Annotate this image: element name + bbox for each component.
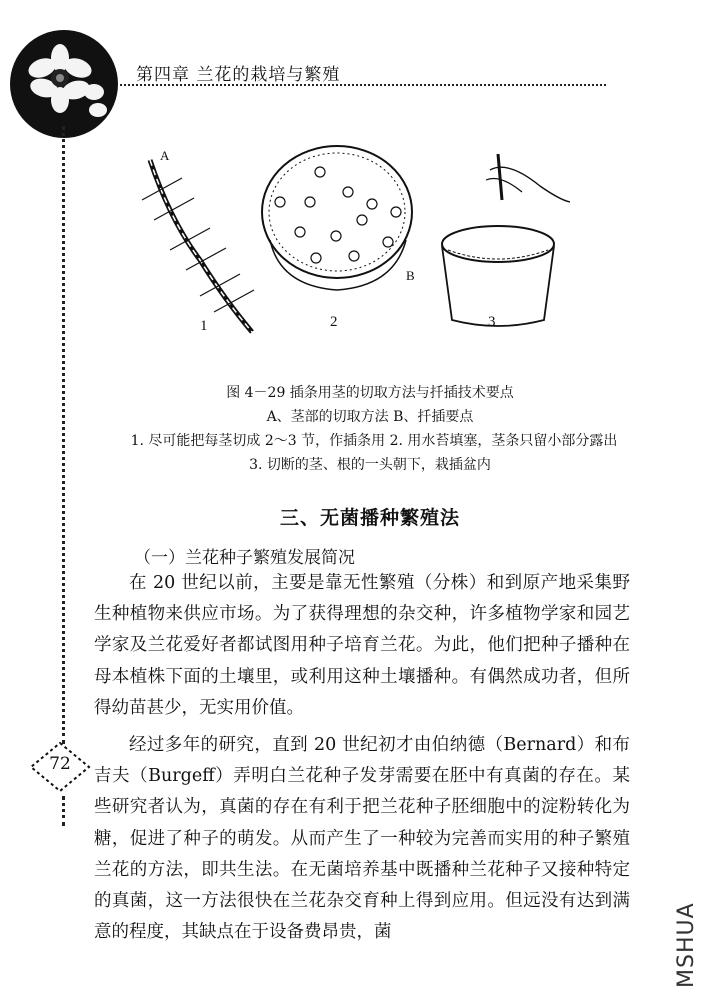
figure-caption-title: 图 4－29 插条用茎的切取方法与扦插技术要点	[226, 385, 514, 401]
stem-cutting-drawing	[142, 160, 254, 332]
flower-logo	[8, 28, 120, 140]
margin-dotted-rule-lower	[62, 796, 65, 826]
paragraph: 经过多年的研究，直到 20 世纪初才由伯纳德（Bernard）和布吉夫（Burgeff）弄明白兰花种子发芽需要在胚中有真菌的存在。某些研究者认为，真菌的存在有利于把兰花种子胚细胞中的淀粉转化为糖，促进了种子的萌发。从而产生了一种较为完善而实用的种子繁殖兰花的方法，即共生法。在无菌培养基中既播种兰花种子又接种特定的真菌，这一方法很快在兰花杂交育种上得到应用。但远没有达到满意的程度，其缺点在于设备费昂贵，菌	[94, 735, 630, 943]
watermark	[670, 878, 700, 988]
figure-number-1: 1	[200, 318, 208, 334]
figure-caption-step3: 3. 切断的茎、根的一头朝下，栽插盆内	[249, 457, 491, 473]
watermark-text: MSHUA	[674, 902, 699, 988]
subsection-heading: （一）兰花种子繁殖发展简况	[134, 548, 355, 568]
header-dotted-rule	[120, 84, 606, 86]
figure-illustration	[130, 140, 570, 360]
chapter-running-head: 第四章 兰花的栽培与繁殖	[136, 65, 341, 85]
figure-caption-steps: 1. 尽可能把每茎切成 2～3 节，作插条用 2. 用水苔填塞，茎条只留小部分露出	[130, 433, 618, 449]
figure-number-3: 3	[488, 314, 496, 330]
pot-top-view-drawing	[262, 146, 412, 290]
page-number: 72	[49, 754, 71, 774]
figure-label-b: B	[406, 268, 415, 283]
figure-label-a: A	[160, 148, 170, 163]
figure-caption-parts: A、茎部的切取方法 B、扦插要点	[266, 409, 474, 425]
pot-and-hand-drawing	[442, 154, 570, 326]
paragraph: 在 20 世纪以前，主要是靠无性繁殖（分株）和到原产地采集野生种植物来供应市场。为了获得理想的杂交种，许多植物学家和园艺学家及兰花爱好者都试图用种子培育兰花。为此，他们把种子播种在母本植株下面的土壤里，或利用这种土壤播种。有偶然成功者，但所得幼苗甚少，无实用价值。	[94, 573, 630, 718]
figure-number-2: 2	[330, 314, 338, 330]
body-text	[94, 568, 630, 948]
section-title: 三、无菌播种繁殖法	[279, 507, 460, 529]
